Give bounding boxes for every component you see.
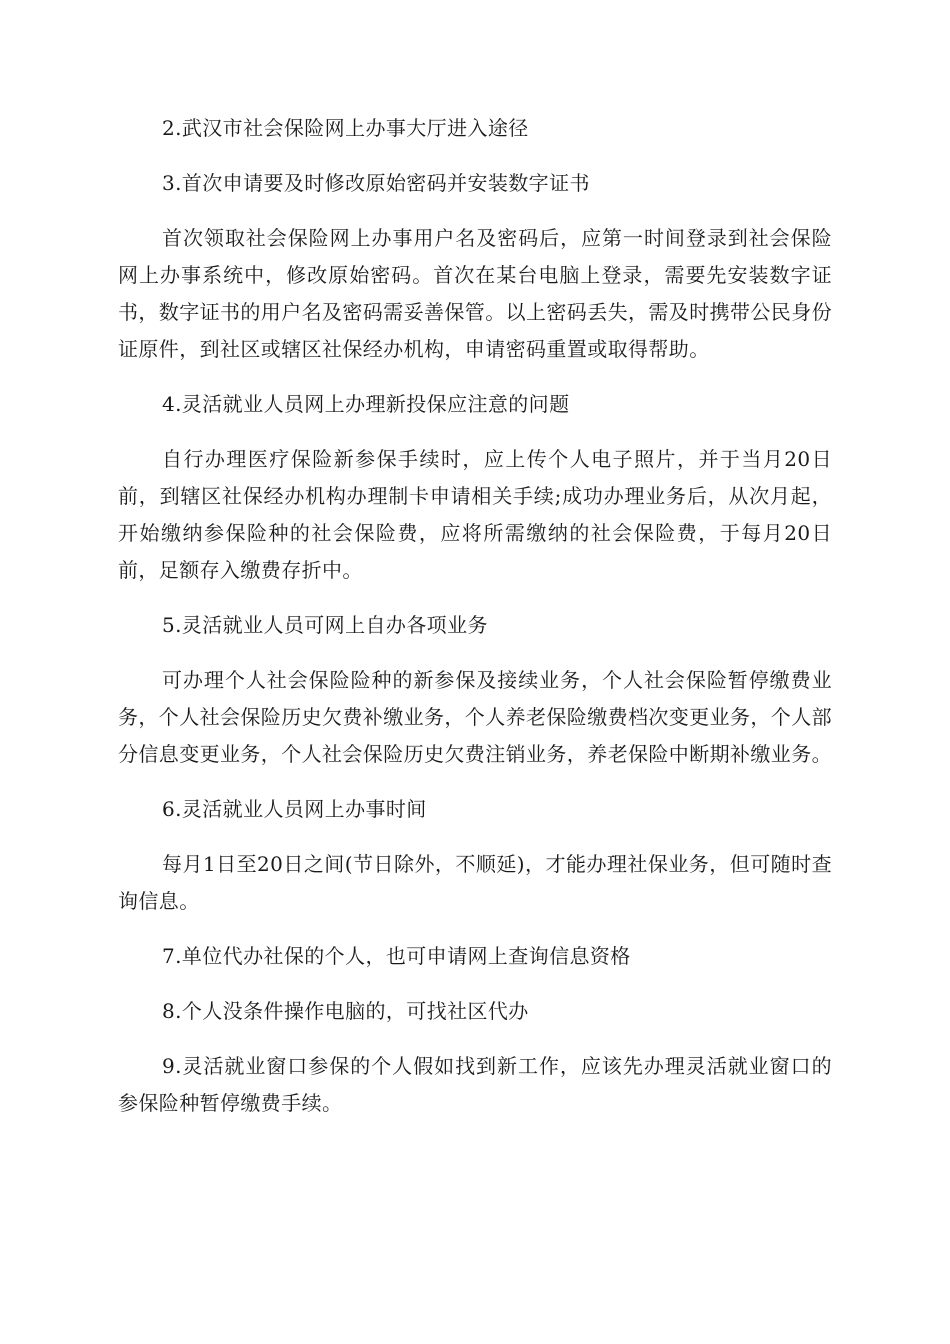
heading-item-2: 2.武汉市社会保险网上办事大厅进入途径 (162, 116, 529, 140)
heading-item-6: 6.灵活就业人员网上办事时间 (162, 797, 427, 821)
heading-item-7: 7.单位代办社保的个人，也可申请网上查询信息资格 (162, 944, 631, 968)
paragraph-item-9: 9.灵活就业窗口参保的个人假如找到新工作，应该先办理灵活就业窗口的参保险种暂停缴费手续。 (118, 1054, 832, 1115)
paragraph-online-services: 可办理个人社会保险险种的新参保及接续业务，个人社会保险暂停缴费业务，个人社会保险历史欠费补缴业务，个人养老保险缴费档次变更业务，个人部分信息变更业务，个人社会保险历史欠费注销业务，养老保险中断期补缴业务。 (118, 668, 832, 766)
heading-item-3: 3.首次申请要及时修改原始密码并安装数字证书 (162, 171, 590, 195)
document-body (118, 110, 832, 1140)
heading-item-5: 5.灵活就业人员可网上自办各项业务 (162, 613, 488, 637)
paragraph-new-enrollment: 自行办理医疗保险新参保手续时，应上传个人电子照片，并于当月20日前，到辖区社保经办机构办理制卡申请相关手续;成功办理业务后，从次月起，开始缴纳参保险种的社会保险费，应将所需缴纳的社会保险费，于每月20日前，足额存入缴费存折中。 (118, 447, 832, 582)
paragraph-office-hours: 每月1日至20日之间(节日除外，不顺延)，才能办理社保业务，但可随时查询信息。 (118, 852, 832, 913)
heading-item-8: 8.个人没条件操作电脑的，可找社区代办 (162, 999, 529, 1023)
heading-item-4: 4.灵活就业人员网上办理新投保应注意的问题 (162, 392, 570, 416)
paragraph-password-certificate: 首次领取社会保险网上办事用户名及密码后，应第一时间登录到社会保险网上办事系统中，修改原始密码。首次在某台电脑上登录，需要先安装数字证书，数字证书的用户名及密码需妥善保管。以上密码丢失，需及时携带公民身份证原件，到社区或辖区社保经办机构，申请密码重置或取得帮助。 (118, 226, 832, 361)
